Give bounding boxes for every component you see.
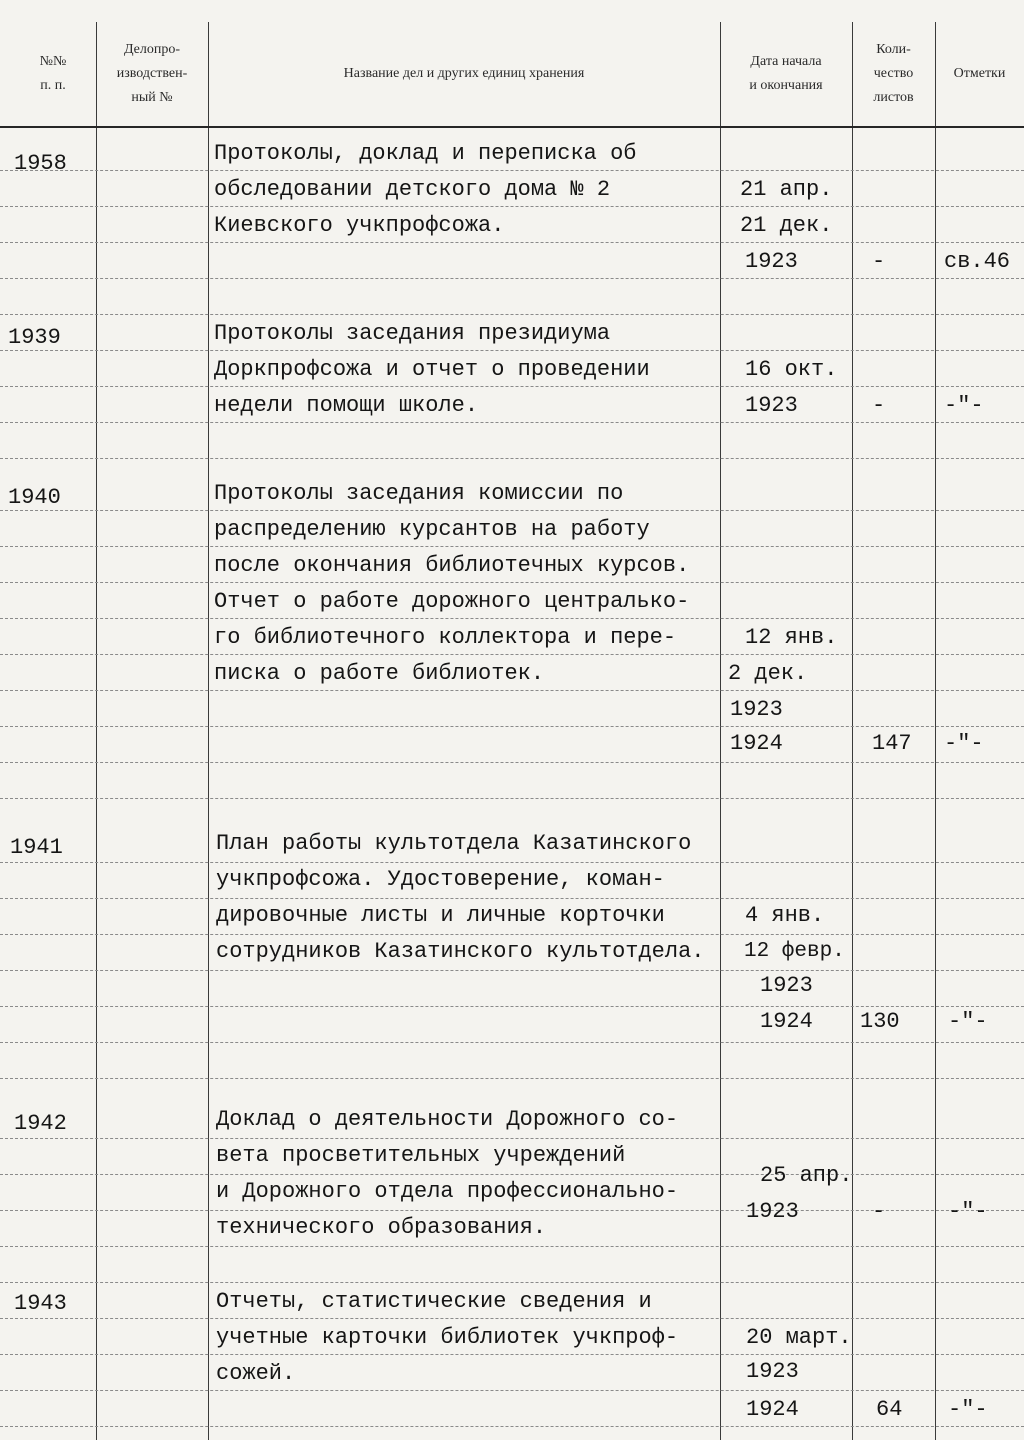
record-title-line: Доклад о деятельности Дорожного со-	[216, 1107, 679, 1132]
record-date: 1923	[730, 697, 783, 722]
record-title-line: сожей.	[216, 1361, 296, 1386]
ruling-line	[0, 458, 1024, 459]
record-number: 1943	[14, 1291, 67, 1316]
record-title-line: го библиотечного коллектора и пере-	[214, 625, 677, 650]
record-title-line: обследовании детского дома № 2	[214, 177, 611, 202]
record-title-line: технического образования.	[216, 1215, 547, 1240]
ruling-line	[0, 314, 1024, 315]
column-line	[96, 22, 97, 1440]
record-number: 1940	[8, 485, 61, 510]
ruling-line	[0, 278, 1024, 279]
record-title-line: Протоколы, доклад и переписка об	[214, 141, 637, 166]
record-number: 1941	[10, 835, 63, 860]
record-title-line: и Дорожного отдела профессионально-	[216, 1179, 679, 1204]
ruling-line	[0, 726, 1024, 727]
record-date: 21 дек.	[740, 213, 833, 238]
record-title-line: Протоколы заседания президиума	[214, 321, 611, 346]
record-notes: -"-	[948, 1397, 988, 1422]
record-date: 1923	[746, 1199, 799, 1224]
record-date: 1923	[746, 1359, 799, 1384]
record-title-line: учетные карточки библиотек учкпроф-	[216, 1325, 679, 1350]
record-title-line: Киевского учкпрофсожа.	[214, 213, 505, 238]
ruling-line	[0, 762, 1024, 763]
record-title-line: вета просветительных учреждений	[216, 1143, 626, 1168]
record-sheet-count: 147	[872, 731, 912, 756]
record-title-line: План работы культотдела Казатинского	[216, 831, 692, 856]
record-date: 1923	[745, 393, 798, 418]
ruling-line	[0, 970, 1024, 971]
record-date: 1924	[760, 1009, 813, 1034]
record-number: 1939	[8, 325, 61, 350]
record-sheet-count: 64	[876, 1397, 903, 1422]
header-sheet-count: Коли- чество листов	[873, 42, 914, 105]
record-notes: -"-	[944, 731, 984, 756]
record-date: 1923	[745, 249, 798, 274]
record-date: 4 янв.	[745, 903, 825, 928]
record-notes: -"-	[948, 1199, 988, 1224]
header-number: №№ п. п.	[39, 54, 67, 93]
record-sheet-count: -	[872, 1199, 886, 1224]
record-date: 1924	[746, 1397, 799, 1422]
record-notes: -"-	[948, 1009, 988, 1034]
column-line	[852, 22, 853, 1440]
record-date: 25 апр.	[760, 1163, 853, 1188]
record-date: 20 март.	[746, 1325, 852, 1350]
ruling-line	[0, 1282, 1024, 1283]
column-line	[208, 22, 209, 1440]
record-title-line: сотрудников Казатинского культотдела.	[216, 939, 705, 964]
record-title-line: Доркпрофсожа и отчет о проведении	[214, 357, 650, 382]
header-dates: Дата начала и окончания	[749, 54, 823, 93]
record-title-line: недели помощи школе.	[214, 393, 479, 418]
record-date: 16 окт.	[745, 357, 838, 382]
header-title: Название дел и других единиц хранения	[343, 66, 585, 81]
record-sheet-count: -	[872, 393, 886, 418]
record-title-line: писка о работе библиотек.	[214, 661, 545, 686]
record-title-line: учкпрофсожа. Удостоверение, коман-	[216, 867, 665, 892]
record-date: 12 янв.	[745, 625, 838, 650]
record-date: 21 апр.	[740, 177, 833, 202]
ruling-line	[0, 1246, 1024, 1247]
record-date: 12 февр.	[744, 940, 845, 963]
record-sheet-count: -	[872, 249, 886, 274]
record-number: 1958	[14, 151, 67, 176]
record-sheet-count: 130	[860, 1009, 900, 1034]
ruling-line	[0, 1042, 1024, 1043]
record-notes: св.46	[944, 249, 1011, 274]
record-date: 2 дек.	[728, 661, 808, 686]
ruling-line	[0, 1426, 1024, 1427]
record-title-line: после окончания библиотечных курсов.	[214, 553, 690, 578]
record-date: 1924	[730, 731, 783, 756]
record-title-line: Протоколы заседания комиссии по	[214, 481, 624, 506]
record-title-line: дировочные листы и личные корточки	[216, 903, 665, 928]
ruling-line	[0, 798, 1024, 799]
column-line	[935, 22, 936, 1440]
record-title-line: распределению курсантов на работу	[214, 517, 650, 542]
record-date: 1923	[760, 973, 813, 998]
record-number: 1942	[14, 1111, 67, 1136]
header-rule	[0, 126, 1024, 128]
record-title-line: Отчеты, статистические сведения и	[216, 1289, 652, 1314]
record-notes: -"-	[944, 393, 984, 418]
record-title-line: Отчет о работе дорожного централько-	[214, 589, 690, 614]
header-office-number: Делопро- изводствен- ный №	[116, 42, 188, 105]
header-notes: Отметки	[953, 66, 1006, 81]
ruling-line	[0, 1078, 1024, 1079]
